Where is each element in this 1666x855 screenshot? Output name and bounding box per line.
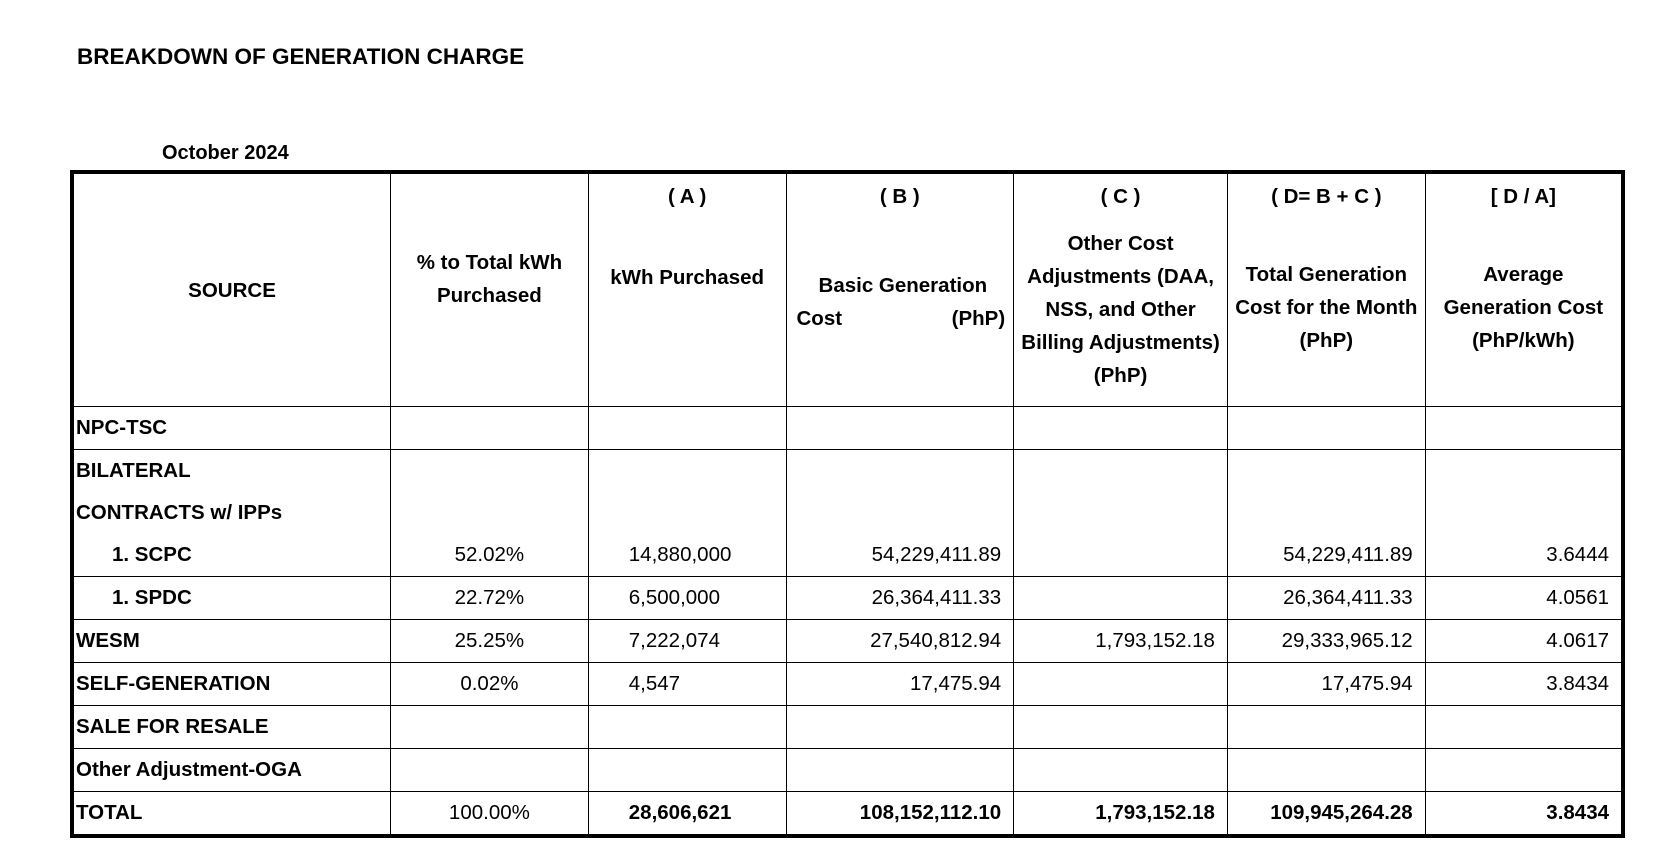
header-row	[72, 172, 1623, 407]
row-pct	[391, 450, 589, 493]
table-row	[72, 577, 1623, 620]
table-row	[72, 534, 1623, 577]
total-basic: 108,152,112.10	[786, 792, 1014, 837]
row-other	[1014, 663, 1228, 706]
header-a-tag: ( A )	[667, 185, 707, 208]
header-c-label: Other Cost Adjustments (DAA, NSS, and Other Billing Adjustments) (PhP)	[1021, 232, 1220, 387]
row-basic	[786, 407, 1014, 450]
row-other: 1,793,152.18	[1014, 620, 1228, 663]
table-row	[72, 620, 1623, 663]
header-c-tag: ( C )	[1100, 185, 1141, 208]
total-avg: 3.8434	[1425, 792, 1623, 837]
header-e-label: Average Generation Cost (PhP/kWh)	[1443, 263, 1604, 352]
row-basic	[786, 492, 1014, 534]
header-pct-label: % to Total kWh Purchased	[416, 251, 563, 307]
row-other	[1014, 749, 1228, 792]
header-d-tag: ( D= B + C )	[1271, 185, 1382, 208]
row-avg: 4.0617	[1425, 620, 1623, 663]
row-basic: 27,540,812.94	[786, 620, 1014, 663]
page-title: BREAKDOWN OF GENERATION CHARGE	[77, 44, 525, 69]
total-source: TOTAL	[72, 792, 391, 837]
header-a-label: kWh Purchased	[610, 266, 765, 289]
header-a	[588, 172, 786, 407]
row-avg	[1425, 492, 1623, 534]
row-pct: 0.02%	[391, 663, 589, 706]
row-source: CONTRACTS w/ IPPs	[72, 492, 391, 534]
row-kwh	[588, 492, 786, 534]
table-row	[72, 450, 1623, 493]
table-row	[72, 663, 1623, 706]
row-source: 1. SCPC	[72, 534, 391, 577]
row-basic	[786, 706, 1014, 749]
header-c	[1014, 172, 1228, 407]
row-pct	[391, 407, 589, 450]
header-b	[786, 172, 1014, 407]
period-label: October 2024	[162, 142, 289, 164]
total-total: 109,945,264.28	[1227, 792, 1425, 837]
row-basic: 54,229,411.89	[786, 534, 1014, 577]
row-total: 54,229,411.89	[1227, 534, 1425, 577]
row-source: NPC-TSC	[72, 407, 391, 450]
row-avg: 3.6444	[1425, 534, 1623, 577]
row-avg	[1425, 706, 1623, 749]
row-other	[1014, 534, 1228, 577]
row-total	[1227, 450, 1425, 493]
row-other	[1014, 492, 1228, 534]
row-kwh	[588, 706, 786, 749]
row-source: SALE FOR RESALE	[72, 706, 391, 749]
row-pct: 52.02%	[391, 534, 589, 577]
row-total	[1227, 407, 1425, 450]
row-source: Other Adjustment-OGA	[72, 749, 391, 792]
row-other	[1014, 407, 1228, 450]
header-e	[1425, 172, 1623, 407]
row-total	[1227, 492, 1425, 534]
header-b-label-line1: Basic Generation	[818, 274, 988, 297]
row-total: 29,333,965.12	[1227, 620, 1425, 663]
row-total	[1227, 706, 1425, 749]
row-pct: 22.72%	[391, 577, 589, 620]
row-source: SELF-GENERATION	[72, 663, 391, 706]
row-avg	[1425, 749, 1623, 792]
row-other	[1014, 577, 1228, 620]
row-pct	[391, 749, 589, 792]
row-basic	[786, 450, 1014, 493]
row-avg: 3.8434	[1425, 663, 1623, 706]
row-kwh: 7,222,074	[588, 620, 786, 663]
row-total: 26,364,411.33	[1227, 577, 1425, 620]
row-avg	[1425, 407, 1623, 450]
header-e-tag: [ D / A]	[1490, 185, 1556, 208]
row-total: 17,475.94	[1227, 663, 1425, 706]
header-source: SOURCE	[72, 172, 391, 407]
row-basic: 17,475.94	[786, 663, 1014, 706]
generation-charge-table	[70, 170, 1625, 838]
row-source: BILATERAL	[72, 450, 391, 493]
row-kwh	[588, 749, 786, 792]
header-b-tag: ( B )	[879, 185, 920, 208]
row-other	[1014, 706, 1228, 749]
row-kwh: 6,500,000	[588, 577, 786, 620]
header-b-label-unit: (PhP)	[951, 307, 1006, 330]
row-avg: 4.0561	[1425, 577, 1623, 620]
header-d	[1227, 172, 1425, 407]
row-kwh: 14,880,000	[588, 534, 786, 577]
header-d-label: Total Generation Cost for the Month (PhP)	[1235, 263, 1418, 352]
total-row	[72, 792, 1623, 837]
row-source: WESM	[72, 620, 391, 663]
row-total	[1227, 749, 1425, 792]
total-pct: 100.00%	[391, 792, 589, 837]
total-other: 1,793,152.18	[1014, 792, 1228, 837]
table-row	[72, 749, 1623, 792]
row-pct	[391, 706, 589, 749]
header-b-label-cost: Cost	[796, 307, 843, 330]
table-row	[72, 407, 1623, 450]
table-row	[72, 492, 1623, 534]
header-pct	[391, 172, 589, 407]
row-kwh	[588, 450, 786, 493]
row-kwh: 4,547	[588, 663, 786, 706]
table-row	[72, 706, 1623, 749]
row-source: 1. SPDC	[72, 577, 391, 620]
total-kwh: 28,606,621	[588, 792, 786, 837]
row-avg	[1425, 450, 1623, 493]
row-pct	[391, 492, 589, 534]
row-pct: 25.25%	[391, 620, 589, 663]
row-kwh	[588, 407, 786, 450]
row-other	[1014, 450, 1228, 493]
row-basic: 26,364,411.33	[786, 577, 1014, 620]
row-basic	[786, 749, 1014, 792]
